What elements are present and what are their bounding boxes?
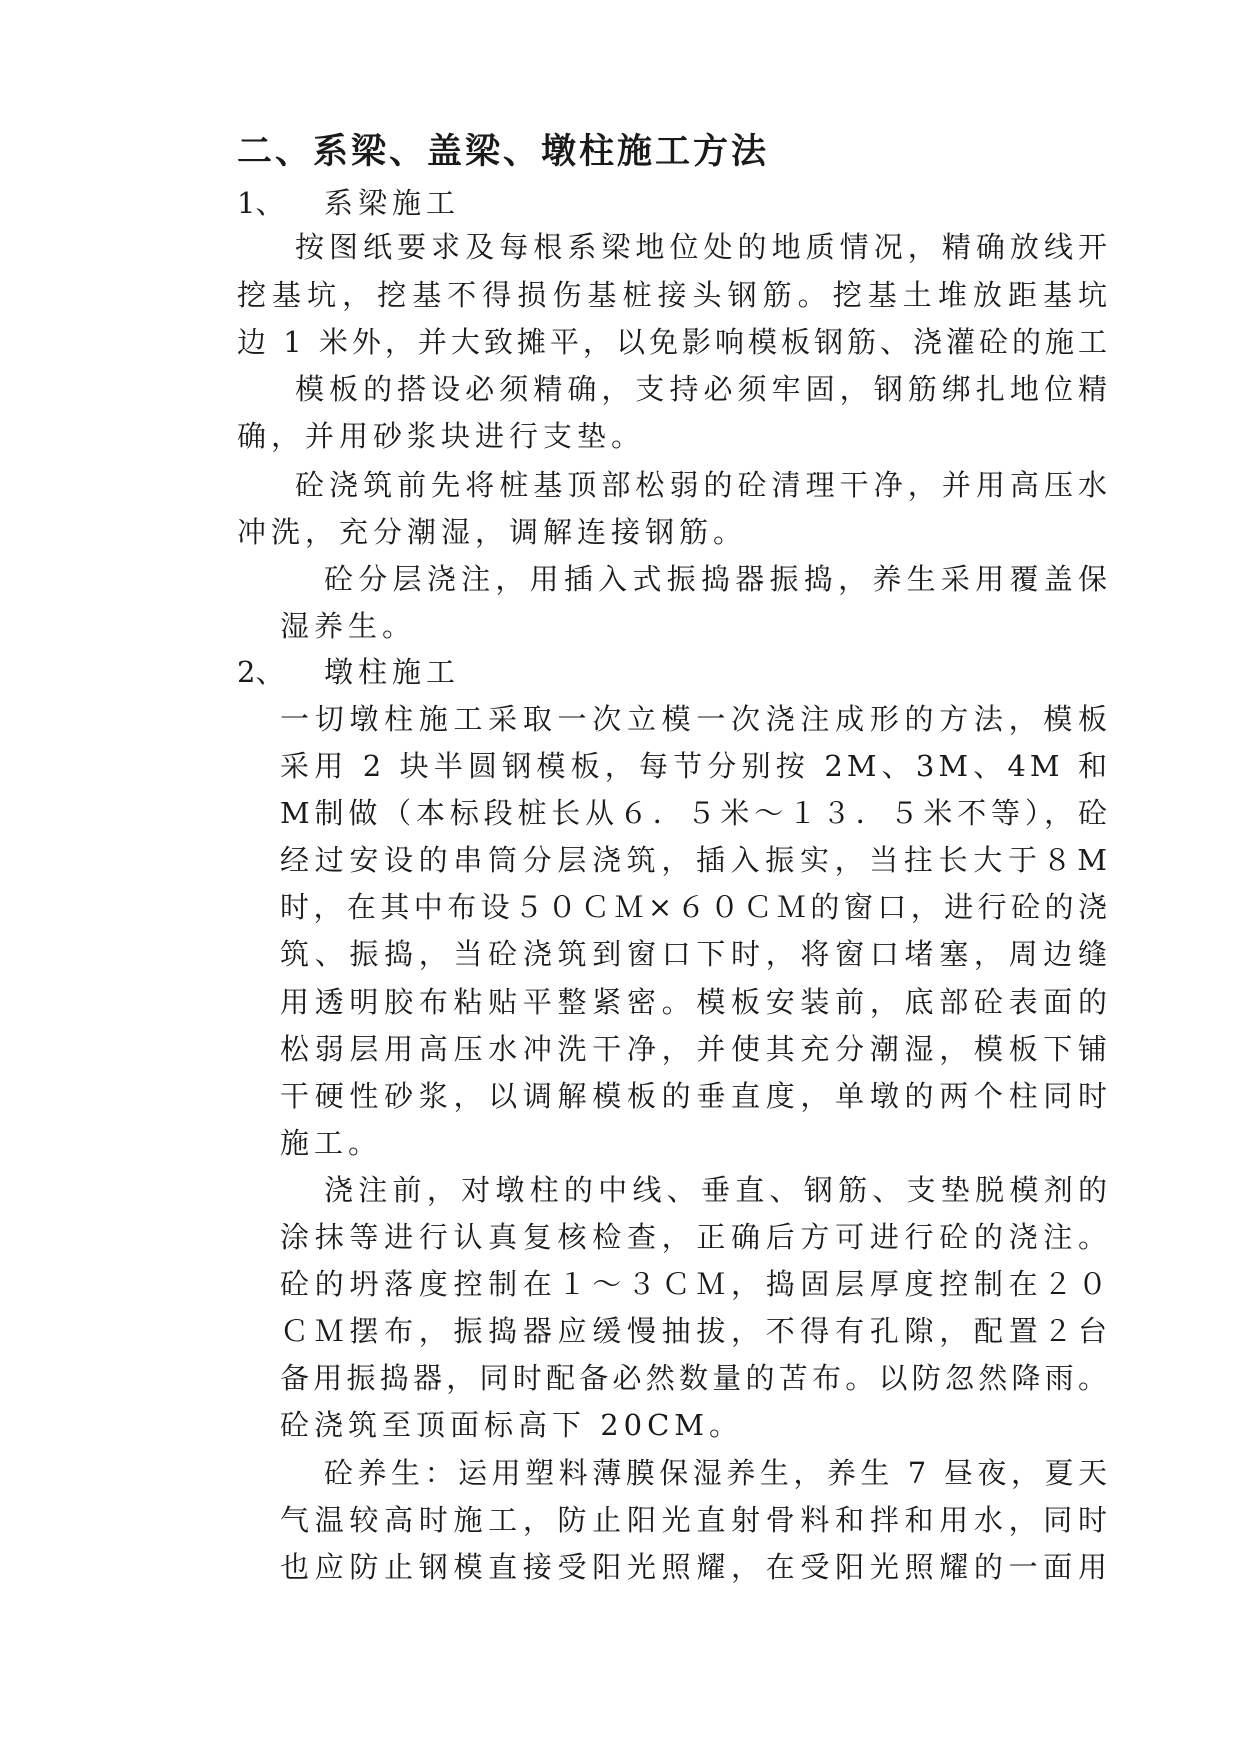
section1-line-1: 按图纸要求及每根系梁地位处的地质情况，精确放线开: [295, 230, 1111, 264]
section2-line-18: 气温较高时施工，防止阳光直射骨料和拌和用水，同时: [280, 1503, 1111, 1537]
section2-line-13: 砼的坍落度控制在１～３ＣＭ，捣固层厚度控制在２０: [280, 1267, 1111, 1301]
section2-line-16: 砼浇筑至顶面标高下 20CM。: [280, 1408, 744, 1442]
section2-line-3: M制做（本标段桩长从６．５米～１３．５米不等），砼: [280, 796, 1111, 830]
section2-line-12: 涂抹等进行认真复核检查，正确后方可进行砼的浇注。: [280, 1220, 1111, 1254]
section2-line-4: 经过安设的串筒分层浇筑，插入振实，当拄长大于８M: [280, 843, 1111, 877]
section2-line-1: 一切墩柱施工采取一次立模一次浇注成形的方法，模板: [280, 702, 1111, 736]
section2-line-15: 备用振捣器，同时配备必然数量的苫布。以防忽然降雨。: [280, 1361, 1111, 1395]
section2-line-11: 浇注前，对墩柱的中线、垂直、钢筋、支垫脱模剂的: [324, 1173, 1111, 1207]
document-title: 二、系梁、盖梁、墩柱施工方法: [237, 131, 770, 172]
section2-line-10: 施工。: [280, 1126, 383, 1160]
section1-line-5: 确，并用砂浆块进行支垫。: [237, 419, 646, 453]
section2-line-17: 砼养生：运用塑料薄膜保湿养生，养生 7 昼夜，夏天: [324, 1456, 1111, 1490]
section2-line-7: 用透明胶布粘贴平整紧密。模板安装前，底部砼表面的: [280, 985, 1111, 1019]
section2-line-19: 也应防止钢模直接受阳光照耀，在受阳光照耀的一面用: [280, 1550, 1111, 1584]
section2-line-2: 采用 2 块半圆钢模板，每节分别按 2M、3M、4M 和: [280, 749, 1111, 783]
section2-line-14: ＣＭ摆布，振捣器应缓慢抽拔，不得有孔隙，配置２台: [280, 1314, 1111, 1348]
section1-heading: 系梁施工: [324, 186, 461, 220]
section1-line-4: 模板的搭设必须精确，支持必须牢固，钢筋绑扎地位精: [295, 372, 1111, 406]
section1-number: 1、: [237, 186, 285, 220]
section2-line-8: 松弱层用高压水冲洗干净，并使其充分潮湿，模板下铺: [280, 1032, 1111, 1066]
section2-line-6: 筑、振捣，当砼浇筑到窗口下时，将窗口堵塞，周边缝: [280, 937, 1111, 971]
section1-line-8: 砼分层浇注，用插入式振捣器振捣，养生采用覆盖保: [324, 562, 1111, 596]
section1-line-7: 冲洗，充分潮湿，调解连接钢筋。: [237, 515, 748, 549]
section1-line-6: 砼浇筑前先将桩基顶部松弱的砼清理干净，并用高压水: [295, 468, 1111, 502]
section2-heading: 墩柱施工: [324, 655, 461, 689]
section2-number: 2、: [237, 655, 285, 689]
section1-line-3: 边 1 米外，并大致摊平，以免影响模板钢筋、浇灌砼的施工: [237, 325, 1111, 359]
section1-line-9: 湿养生。: [280, 609, 417, 643]
section2-line-9: 干硬性砂浆，以调解模板的垂直度，单墩的两个柱同时: [280, 1079, 1111, 1113]
section1-line-2: 挖基坑，挖基不得损伤基桩接头钢筋。挖基土堆放距基坑: [237, 278, 1111, 312]
section2-line-5: 时，在其中布设５０ＣＭ×６０ＣＭ的窗口，进行砼的浇: [280, 890, 1111, 924]
